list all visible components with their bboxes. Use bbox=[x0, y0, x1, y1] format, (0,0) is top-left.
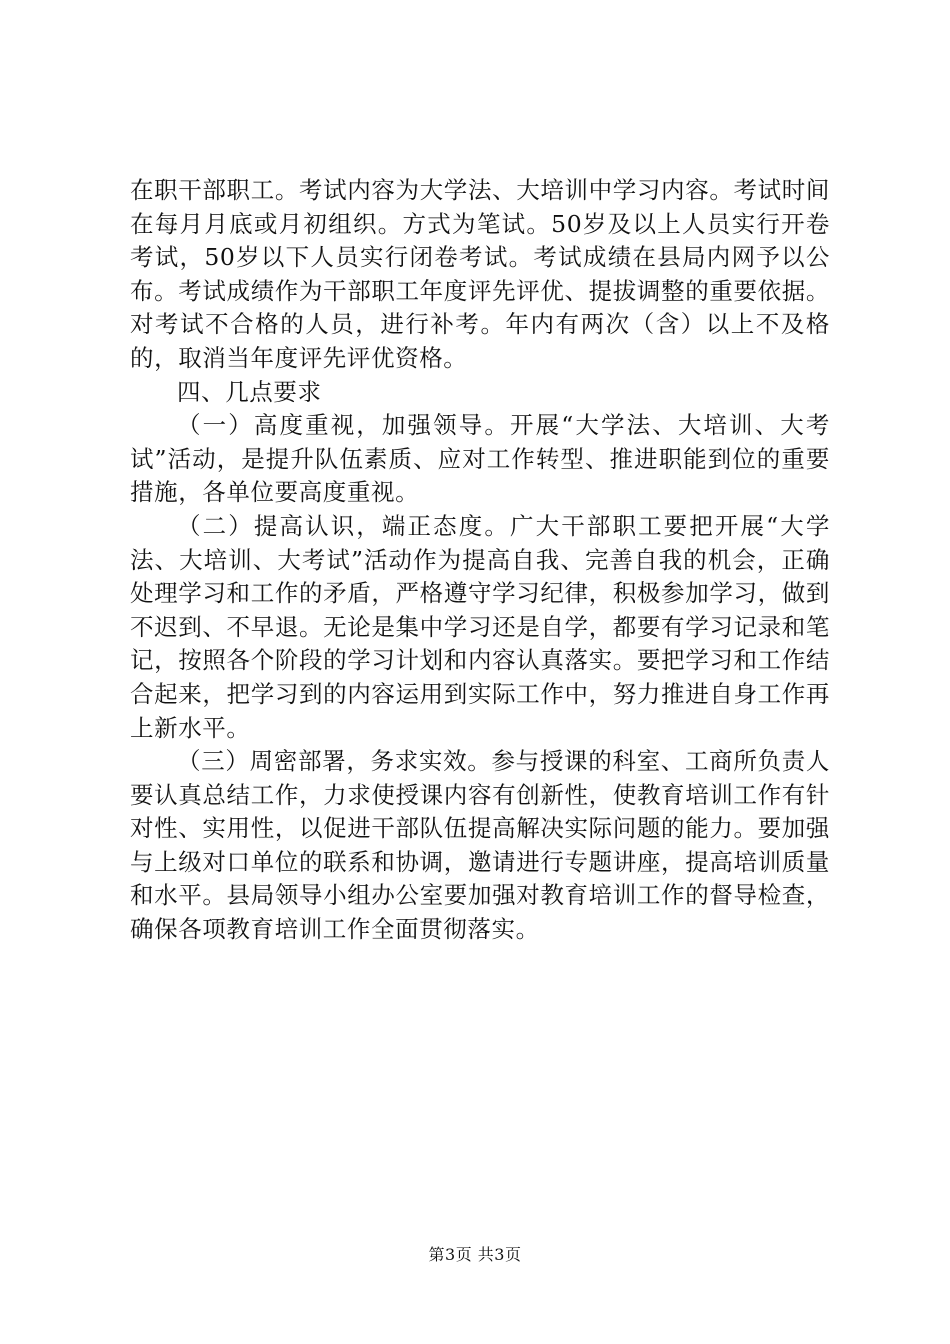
paragraph-requirement-3: （三）周密部署，务求实效。参与授课的科室、工商所负责人要认真总结工作，力求使授课内容有创新性，使教育培训工作有针对性、实用性，以促进干部队伍提高解决实际问题的能力。要加强与上级对口单位的联系和协调，邀请进行专题讲座，提高培训质量和水平。县局领导小组办公室要加强对教育培训工作的督导检查，确保各项教育培训工作全面贯彻落实。 bbox=[130, 747, 830, 944]
document-body bbox=[130, 174, 830, 947]
page-number-label: 第3页 共3页 bbox=[428, 1245, 522, 1264]
section-heading-requirements: 四、几点要求 bbox=[177, 377, 322, 406]
paragraph-requirement-1: （一）高度重视，加强领导。开展“大学法、大培训、大考试”活动，是提升队伍素质、应对工作转型、推进职能到位的重要措施，各单位要高度重视。 bbox=[130, 411, 830, 507]
page-footer bbox=[0, 1245, 950, 1265]
paragraph-requirement-2: （二）提高认识，端正态度。广大干部职工要把开展“大学法、大培训、大考试”活动作为提高自我、完善自我的机会，正确处理学习和工作的矛盾，严格遵守学习纪律，积极参加学习，做到不迟到、不早退。无论是集中学习还是自学，都要有学习记录和笔记，按照各个阶段的学习计划和内容认真落实。要把学习和工作结合起来，把学习到的内容运用到实际工作中，努力推进自身工作再上新水平。 bbox=[130, 511, 830, 742]
paragraph-exam-details: 在职干部职工。考试内容为大学法、大培训中学习内容。考试时间在每月月底或月初组织。方式为笔试。50岁及以上人员实行开卷考试，50岁以下人员实行闭卷考试。考试成绩在县局内网予以公布。考试成绩作为干部职工年度评先评优、提拔调整的重要依据。对考试不合格的人员，进行补考。年内有两次（含）以上不及格的，取消当年度评先评优资格。 bbox=[130, 176, 830, 372]
